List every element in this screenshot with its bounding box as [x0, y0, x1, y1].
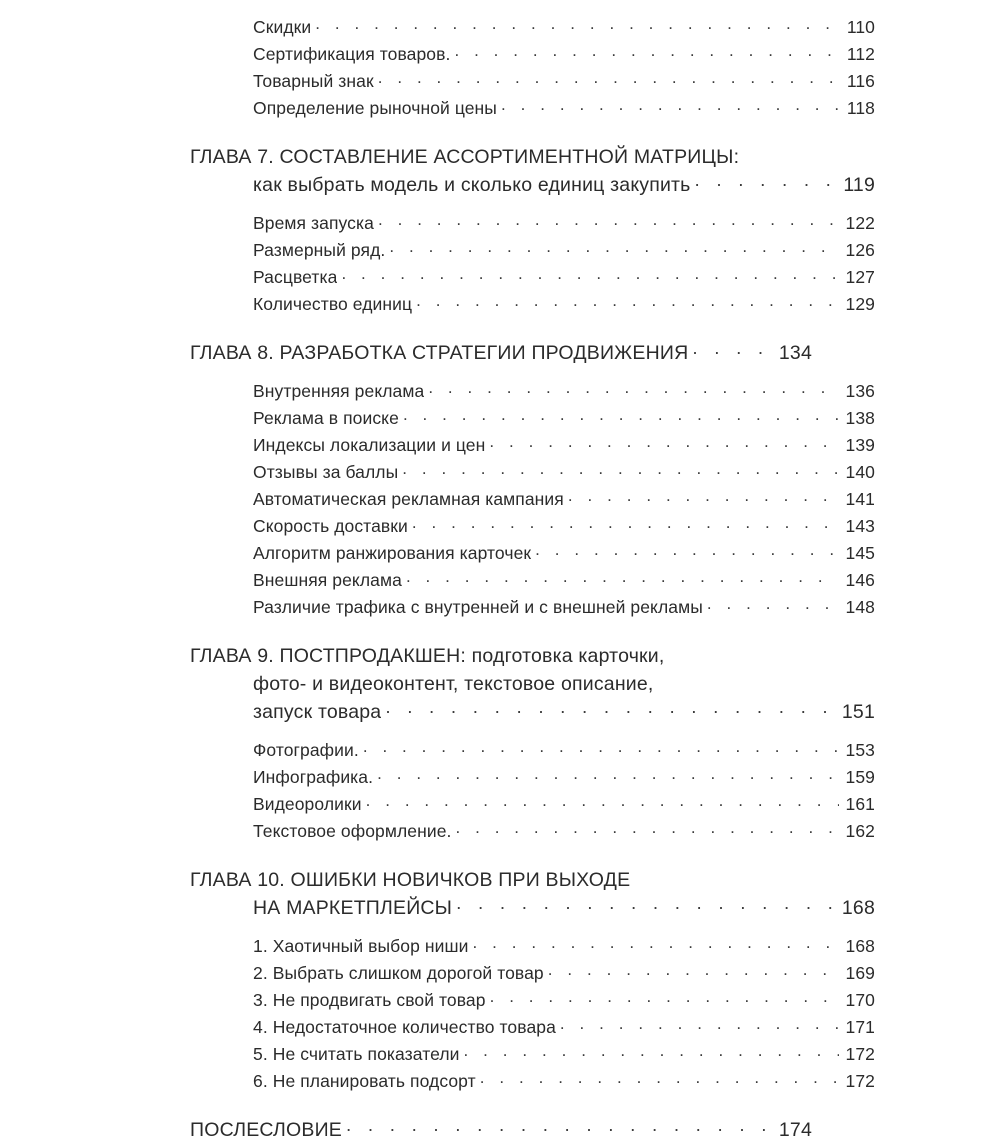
- toc-entry-page-number: 136: [845, 381, 875, 401]
- toc-chapter-line[interactable]: [190, 1116, 812, 1144]
- toc-entry[interactable]: [190, 594, 875, 621]
- toc-entry[interactable]: [190, 405, 875, 432]
- dot-leader: [535, 542, 839, 560]
- toc-entry-label: Товарный знак: [253, 71, 374, 91]
- toc-entry-label: Текстовое оформление.: [253, 821, 452, 841]
- toc-entry-label: Внешняя реклама: [253, 570, 402, 590]
- toc-entry-page-number: 122: [845, 213, 875, 233]
- dot-leader: [669, 643, 775, 663]
- toc-entry-page-number: 146: [845, 570, 875, 590]
- toc-entry-page-number: 161: [845, 794, 875, 814]
- toc-chapter-line[interactable]: [190, 670, 875, 698]
- toc-entry[interactable]: [190, 513, 875, 540]
- dot-leader: [346, 1117, 774, 1137]
- toc-entry-group: [190, 933, 875, 1095]
- dot-leader: [412, 515, 839, 533]
- toc-chapter-label: ГЛАВА 8. РАЗРАБОТКА СТРАТЕГИИ ПРОДВИЖЕНИЯ: [190, 342, 689, 364]
- toc-chapter-line[interactable]: [190, 171, 875, 199]
- toc-entry-page-number: 118: [846, 98, 875, 118]
- toc-entry[interactable]: [190, 432, 875, 459]
- dot-leader: [464, 1043, 839, 1061]
- block-spacer: [190, 122, 812, 143]
- dot-leader: [743, 144, 774, 164]
- dot-leader: [402, 461, 839, 479]
- toc-entry[interactable]: [190, 933, 875, 960]
- toc-chapter-label: запуск товара: [253, 701, 382, 723]
- toc-entry-page-number: 169: [845, 963, 875, 983]
- toc-entry-page-number: 127: [845, 267, 875, 287]
- dot-leader: [378, 212, 839, 230]
- toc-entry-group: [190, 14, 875, 122]
- toc-entry-page-number: 112: [846, 44, 875, 64]
- dot-leader: [385, 699, 837, 719]
- dot-leader: [416, 293, 839, 311]
- toc-entry-page-number: 145: [845, 543, 875, 563]
- toc-chapter-line[interactable]: [190, 642, 812, 670]
- toc-entry[interactable]: [190, 987, 875, 1014]
- toc-entry[interactable]: [190, 486, 875, 513]
- dot-leader: [454, 43, 839, 61]
- dot-leader: [692, 340, 774, 360]
- toc-entry-page-number: 140: [845, 462, 875, 482]
- block-spacer: [190, 318, 812, 339]
- dot-leader: [455, 820, 839, 838]
- dot-leader: [695, 172, 837, 192]
- toc-entry-page-number: 159: [845, 767, 875, 787]
- toc-chapter-line[interactable]: [190, 143, 812, 171]
- dot-leader: [634, 867, 774, 887]
- toc-entry-page-number: 162: [845, 821, 875, 841]
- toc-entry-page-number: 171: [845, 1017, 875, 1037]
- toc-entry-page-number: 172: [845, 1044, 875, 1064]
- toc-entry-label: 6. Не планировать подсорт: [253, 1071, 476, 1091]
- toc-entry-label: 5. Не считать показатели: [253, 1044, 460, 1064]
- toc-entry[interactable]: [190, 791, 875, 818]
- toc-chapter-label: ГЛАВА 7. СОСТАВЛЕНИЕ АССОРТИМЕНТНОЙ МАТРИЦЫ:: [190, 146, 740, 168]
- toc-chapter-heading[interactable]: [190, 339, 812, 367]
- block-spacer: [190, 845, 812, 866]
- toc-chapter-heading[interactable]: [190, 1116, 812, 1144]
- dot-leader: [707, 596, 839, 614]
- dot-leader: [315, 16, 839, 34]
- dot-leader: [560, 1016, 839, 1034]
- toc-entry[interactable]: [190, 237, 875, 264]
- toc-entry-label: 1. Хаотичный выбор ниши: [253, 936, 469, 956]
- toc-chapter-label: как выбрать модель и сколько единиц закупить: [253, 174, 691, 196]
- toc-entry-page-number: 168: [845, 936, 875, 956]
- toc-entry-page-number: 148: [845, 597, 875, 617]
- block-spacer: [190, 922, 812, 933]
- toc-entry[interactable]: [190, 210, 875, 237]
- toc-entry-label: Алгоритм ранжирования карточек: [253, 543, 532, 563]
- block-spacer: [190, 726, 812, 737]
- toc-entry[interactable]: [190, 264, 875, 291]
- dot-leader: [501, 97, 839, 115]
- toc-entry-label: 4. Недостаточное количество товара: [253, 1017, 556, 1037]
- toc-entry-group: [190, 737, 875, 845]
- toc-entry[interactable]: [190, 567, 875, 594]
- toc-chapter-page-number: 134: [778, 342, 812, 364]
- toc-entry[interactable]: [190, 960, 875, 987]
- toc-entry-label: Отзывы за баллы: [253, 462, 399, 482]
- toc-entry-label: 3. Не продвигать свой товар: [253, 990, 486, 1010]
- toc-entry-label: Различие трафика с внутренней и с внешней рекламы: [253, 597, 703, 617]
- block-spacer: [190, 1095, 812, 1116]
- toc-chapter-line[interactable]: [190, 866, 812, 894]
- toc-entry[interactable]: [190, 1068, 875, 1095]
- block-spacer: [190, 621, 812, 642]
- toc-chapter-page-number: 119: [843, 174, 875, 196]
- toc-entry-label: Автоматическая рекламная кампания: [253, 489, 564, 509]
- toc-entry-label: Определение рыночной цены: [253, 98, 497, 118]
- toc-entry[interactable]: [190, 68, 875, 95]
- toc-entry-label: Реклама в поиске: [253, 408, 399, 428]
- block-spacer: [190, 367, 812, 378]
- table-of-contents: [190, 14, 875, 1144]
- toc-entry-page-number: 141: [845, 489, 875, 509]
- toc-entry-label: Размерный ряд.: [253, 240, 386, 260]
- dot-leader: [377, 766, 839, 784]
- dot-leader: [428, 380, 839, 398]
- toc-entry-label: Количество единиц: [253, 294, 413, 314]
- toc-entry[interactable]: [190, 95, 875, 122]
- dot-leader: [366, 793, 839, 811]
- toc-entry[interactable]: [190, 1014, 875, 1041]
- dot-leader: [403, 407, 839, 425]
- dot-leader: [456, 895, 837, 915]
- toc-chapter-heading[interactable]: [190, 866, 875, 922]
- dot-leader: [490, 989, 839, 1007]
- toc-chapter-line[interactable]: [190, 698, 875, 726]
- toc-entry-label: Расцветка: [253, 267, 338, 287]
- toc-entry-label: Фотографии.: [253, 740, 359, 760]
- toc-entry[interactable]: [190, 818, 875, 845]
- dot-leader: [406, 569, 839, 587]
- toc-entry[interactable]: [190, 459, 875, 486]
- toc-chapter-label: ГЛАВА 9. ПОСТПРОДАКШЕН: подготовка карточки,: [190, 645, 665, 667]
- toc-entry[interactable]: [190, 41, 875, 68]
- toc-entry-label: Внутренняя реклама: [253, 381, 425, 401]
- toc-entry-label: Индексы локализации и цен: [253, 435, 486, 455]
- toc-entry-page-number: 153: [845, 740, 875, 760]
- toc-entry-page-number: 129: [845, 294, 875, 314]
- dot-leader: [473, 935, 840, 953]
- toc-entry-page-number: 126: [845, 240, 875, 260]
- toc-chapter-page-number: 151: [841, 701, 875, 723]
- toc-entry[interactable]: [190, 14, 875, 41]
- toc-entry-page-number: 143: [845, 516, 875, 536]
- toc-chapter-page-number: 168: [841, 897, 875, 919]
- toc-chapter-line[interactable]: [190, 894, 875, 922]
- toc-chapter-heading[interactable]: [190, 143, 875, 199]
- toc-entry[interactable]: [190, 291, 875, 318]
- dot-leader: [378, 70, 839, 88]
- toc-entry-page-number: 116: [846, 71, 875, 91]
- dot-leader: [480, 1070, 839, 1088]
- toc-entry-label: 2. Выбрать слишком дорогой товар: [253, 963, 544, 983]
- toc-entry-group: [190, 378, 875, 621]
- toc-entry-page-number: 172: [845, 1071, 875, 1091]
- dot-leader: [489, 434, 839, 452]
- toc-entry[interactable]: [190, 737, 875, 764]
- toc-chapter-heading[interactable]: [190, 642, 875, 726]
- toc-entry-label: Скидки: [253, 17, 312, 37]
- toc-entry-label: Видеоролики: [253, 794, 362, 814]
- toc-chapter-line[interactable]: [190, 339, 812, 367]
- dot-leader: [389, 239, 839, 257]
- toc-chapter-label: ГЛАВА 10. ОШИБКИ НОВИЧКОВ ПРИ ВЫХОДЕ: [190, 869, 631, 891]
- toc-entry-label: Время запуска: [253, 213, 374, 233]
- toc-entry-page-number: 170: [845, 990, 875, 1010]
- toc-entry-label: Скорость доставки: [253, 516, 408, 536]
- dot-leader: [568, 488, 839, 506]
- toc-chapter-label: фото- и видеоконтент, текстовое описание,: [253, 673, 654, 695]
- toc-entry[interactable]: [190, 378, 875, 405]
- toc-entry-page-number: 139: [845, 435, 875, 455]
- toc-entry[interactable]: [190, 764, 875, 791]
- dot-leader: [341, 266, 839, 284]
- toc-chapter-page-number: 174: [778, 1119, 812, 1141]
- toc-chapter-label: ПОСЛЕСЛОВИЕ: [190, 1119, 342, 1141]
- block-spacer: [190, 199, 812, 210]
- toc-entry[interactable]: [190, 540, 875, 567]
- dot-leader: [363, 739, 839, 757]
- toc-chapter-label: НА МАРКЕТПЛЕЙСЫ: [253, 897, 453, 919]
- toc-entry-label: Инфографика.: [253, 767, 374, 787]
- dot-leader: [658, 671, 837, 691]
- toc-entry-page-number: 110: [846, 17, 875, 37]
- toc-entry[interactable]: [190, 1041, 875, 1068]
- toc-entry-group: [190, 210, 875, 318]
- toc-entry-page-number: 138: [845, 408, 875, 428]
- toc-entry-label: Сертификация товаров.: [253, 44, 451, 64]
- dot-leader: [548, 962, 839, 980]
